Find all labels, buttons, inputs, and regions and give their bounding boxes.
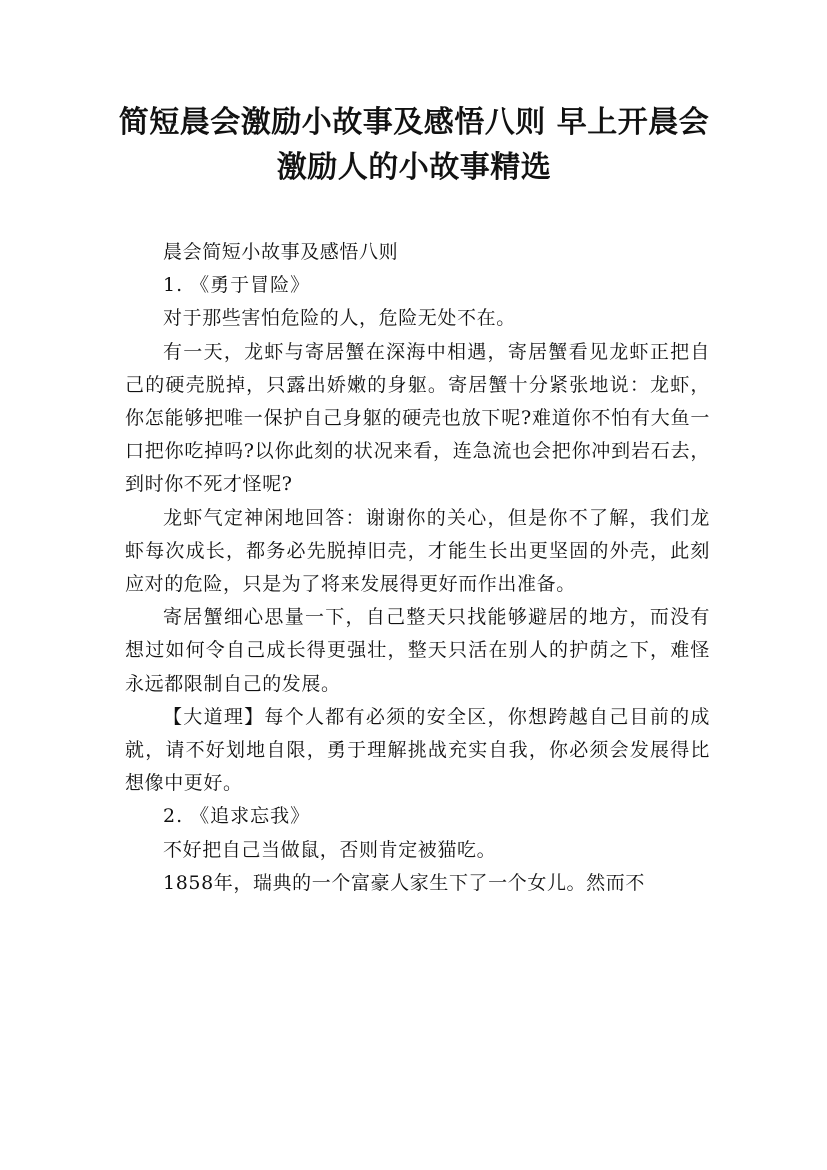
paragraph: 1858年，瑞典的一个富豪人家生下了一个女儿。然而不 <box>163 871 645 894</box>
paragraph: 对于那些害怕危险的人，危险无处不在。 <box>163 307 516 330</box>
document-title: 简短晨会激励小故事及感悟八则 早上开晨会激励人的小故事精选 <box>118 105 710 185</box>
document-body <box>125 236 710 900</box>
story-heading-2: 2. 《追求忘我》 <box>163 805 311 828</box>
paragraph: 寄居蟹细心思量一下，自己整天只找能够避居的地方，而没有想过如何令自己成长得更强壮，整天只活在别人的护荫之下，难怪永远都限制自己的发展。 <box>125 606 710 695</box>
paragraph-moral: 【大道理】每个人都有必须的安全区，你想跨越自己目前的成就，请不好划地自限，勇于理解挑战充实自我，你必须会发展得比想像中更好。 <box>125 705 710 795</box>
story-heading-1: 1. 《勇于冒险》 <box>163 274 311 297</box>
paragraph: 龙虾气定神闲地回答：谢谢你的关心，但是你不了解，我们龙虾每次成长，都务必先脱掉旧壳，才能生长出更坚固的外壳，此刻应对的危险，只是为了将来发展得更好而作出准备。 <box>125 506 710 596</box>
paragraph: 不好把自己当做鼠，否则肯定被猫吃。 <box>163 838 497 861</box>
paragraph-subtitle: 晨会简短小故事及感悟八则 <box>163 241 399 263</box>
paragraph: 有一天，龙虾与寄居蟹在深海中相遇，寄居蟹看见龙虾正把自己的硬壳脱掉，只露出娇嫩的身躯。寄居蟹十分紧张地说：龙虾，你怎能够把唯一保护自己身躯的硬壳也放下呢?难道你不怕有大鱼一口把你吃掉吗?以你此刻的状况来看，连急流也会把你冲到岩石去，到时你不死才怪呢? <box>125 340 710 496</box>
